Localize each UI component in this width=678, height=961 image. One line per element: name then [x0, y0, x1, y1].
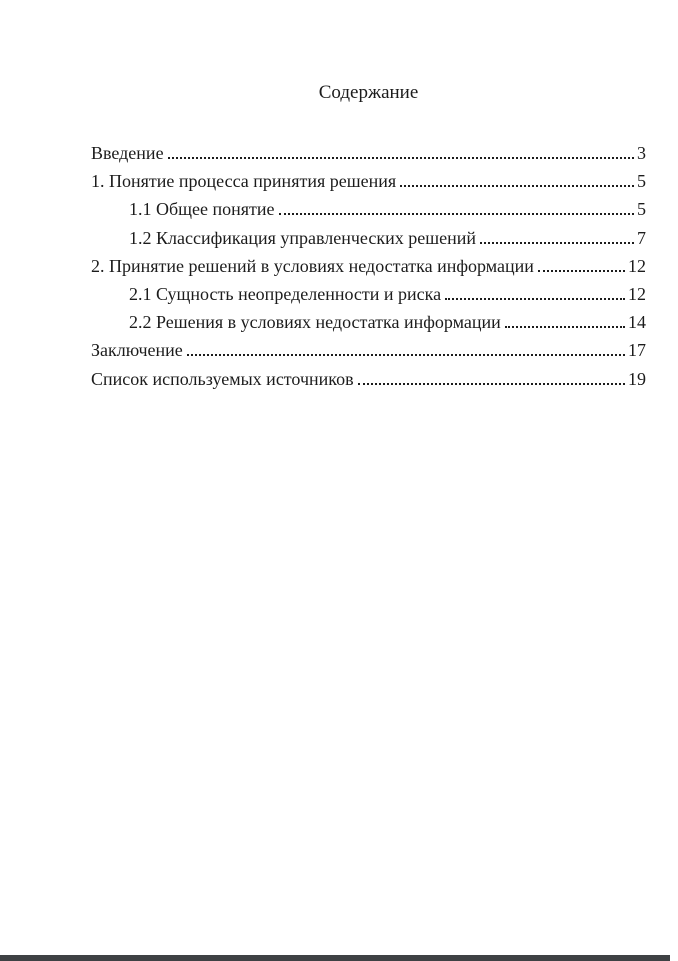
toc-entry [91, 284, 646, 312]
page-title: Содержание [318, 82, 419, 103]
toc-entry-label: 2.1 Сущность неопределенности и риска [129, 283, 442, 304]
toc-entry-label: 1.1 Общее понятие [129, 199, 275, 220]
toc-dot-leader [480, 240, 634, 244]
toc-entry-label: 1.2 Классификация управленческих решений [129, 227, 476, 248]
toc-entry [91, 199, 646, 227]
toc-dot-leader [445, 296, 625, 300]
toc-dot-leader [400, 183, 634, 187]
toc-entry-page-number: 7 [637, 227, 646, 248]
toc-entry [91, 228, 646, 256]
toc-entry [91, 369, 646, 397]
toc-entry-page-number: 14 [628, 312, 646, 333]
toc-entry [91, 340, 646, 368]
toc-entry-label: 1. Понятие процесса принятия решения [91, 171, 397, 192]
toc-dot-leader [187, 352, 625, 356]
toc-entry [91, 312, 646, 340]
toc-dot-leader [168, 155, 634, 159]
page-bottom-edge [0, 955, 670, 961]
toc-entry-page-number: 12 [628, 255, 646, 276]
toc-entry-page-number: 5 [637, 171, 646, 192]
toc-dot-leader [358, 381, 625, 385]
toc-entry-label: 2.2 Решения в условиях недостатка информации [129, 312, 501, 333]
toc-entry-page-number: 17 [628, 340, 646, 361]
toc-entry [91, 143, 646, 171]
toc-entry-page-number: 12 [628, 283, 646, 304]
toc-dot-leader [538, 268, 625, 272]
toc-dot-leader [505, 324, 625, 328]
toc-entry-label: 2. Принятие решений в условиях недостатка информации [91, 255, 534, 276]
toc-entry [91, 171, 646, 199]
toc-entry-label: Введение [91, 143, 164, 163]
toc-entry-label: Список используемых источников [91, 368, 354, 389]
toc-list [0, 143, 678, 397]
toc-entry-page-number: 3 [637, 143, 646, 163]
toc-entry-page-number: 5 [637, 199, 646, 220]
toc-dot-leader [279, 211, 634, 215]
toc-entry-page-number: 19 [628, 368, 646, 389]
toc-entry-label: Заключение [91, 340, 183, 361]
toc-entry [91, 256, 646, 284]
